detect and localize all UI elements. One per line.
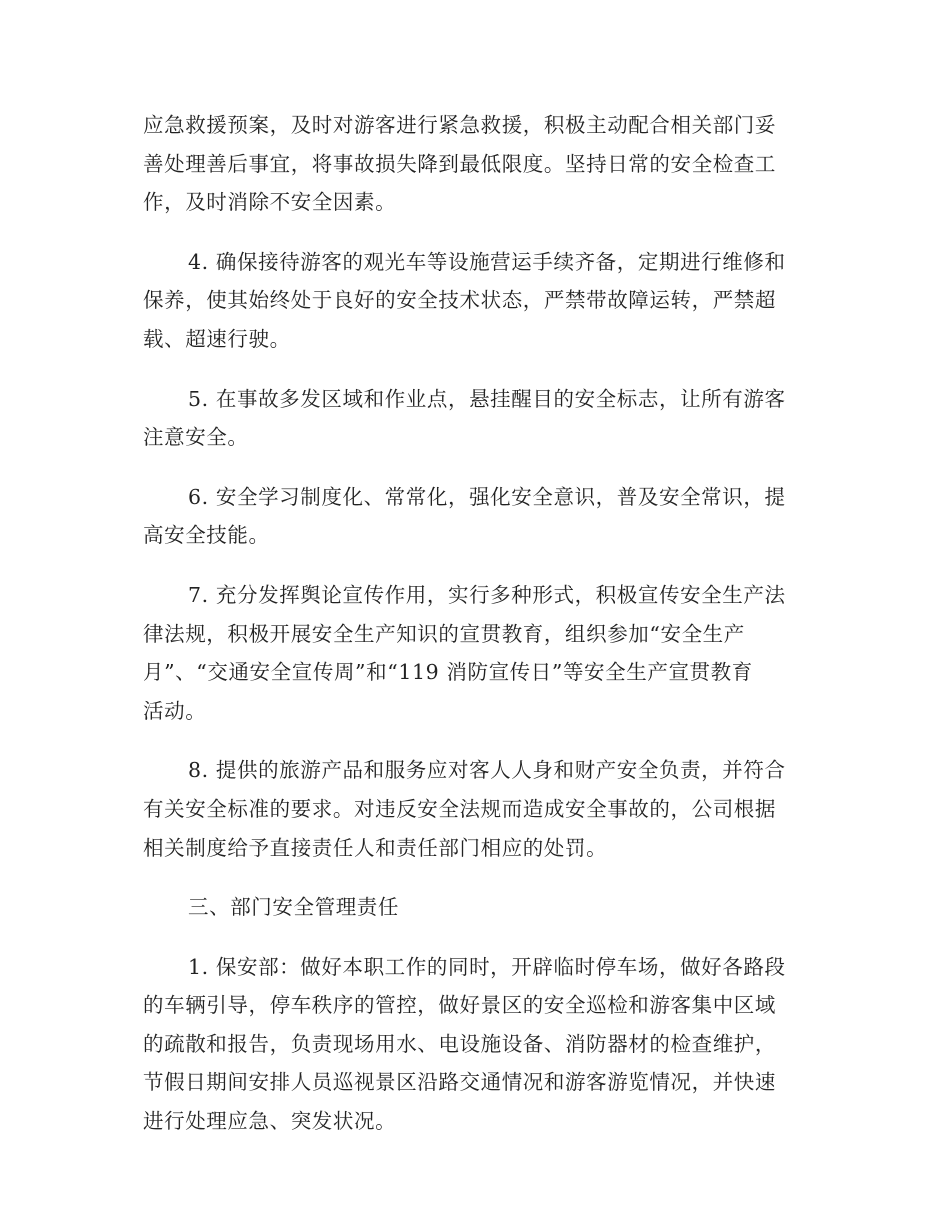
text-line: 1. 保安部：做好本职工作的同时，开辟临时停车场，做好各路段 xyxy=(188,954,786,979)
text-line: 载、超速行驶。 xyxy=(143,326,291,351)
text-line: 月”、“交通安全宣传周”和“119 消防宣传日”等安全生产宣贯教育 xyxy=(143,660,753,685)
section-heading xyxy=(143,888,808,927)
text-line: 的疏散和报告，负责现场用水、电设施设备、消防器材的检查维护， xyxy=(143,1031,776,1056)
section-heading-text: 三、部门安全管理责任 xyxy=(188,895,399,920)
text-line: 注意安全。 xyxy=(143,425,249,450)
text-line: 善处理善后事宜，将事故损失降到最低限度。坚持日常的安全检查工 xyxy=(143,151,776,176)
text-line: 的车辆引导，停车秩序的管控，做好景区的安全巡检和游客集中区域 xyxy=(143,993,776,1018)
text-line: 作，及时消除不安全因素。 xyxy=(143,190,397,215)
paragraph-item-4 xyxy=(143,243,808,359)
text-line: 节假日期间安排人员巡视景区沿路交通情况和游客游览情况，并快速 xyxy=(143,1070,776,1095)
text-line: 应急救援预案，及时对游客进行紧急救援，积极主动配合相关部门妥 xyxy=(143,113,776,137)
text-line: 相关制度给予直接责任人和责任部门相应的处罚。 xyxy=(143,835,608,860)
paragraph-item-7 xyxy=(143,576,808,730)
text-line: 进行处理应急、突发状况。 xyxy=(143,1109,397,1134)
text-line: 保养，使其始终处于良好的安全技术状态，严禁带故障运转，严禁超 xyxy=(143,288,776,313)
text-line: 高安全技能。 xyxy=(143,523,270,548)
paragraph-item-6 xyxy=(143,478,808,555)
text-line: 6. 安全学习制度化、常常化，强化安全意识，普及安全常识，提 xyxy=(188,484,786,509)
document-body xyxy=(143,106,808,1141)
paragraph-continued xyxy=(143,106,808,222)
text-line: 活动。 xyxy=(143,698,207,723)
text-line: 有关安全标准的要求。对违反安全法规而造成安全事故的，公司根据 xyxy=(143,796,776,821)
paragraph-item-5 xyxy=(143,380,808,457)
text-line: 4. 确保接待游客的观光车等设施营运手续齐备，定期进行维修和 xyxy=(188,249,786,274)
text-line: 7. 充分发挥舆论宣传作用，实行多种形式，积极宣传安全生产法 xyxy=(188,582,786,607)
text-line: 律法规，积极开展安全生产知识的宣贯教育，组织参加“安全生产 xyxy=(143,621,745,646)
paragraph-item-8 xyxy=(143,751,808,867)
text-line: 5. 在事故多发区域和作业点，悬挂醒目的安全标志，让所有游客 xyxy=(188,386,786,411)
paragraph-dept-1 xyxy=(143,948,808,1141)
text-line: 8. 提供的旅游产品和服务应对客人人身和财产安全负责，并符合 xyxy=(188,758,786,783)
